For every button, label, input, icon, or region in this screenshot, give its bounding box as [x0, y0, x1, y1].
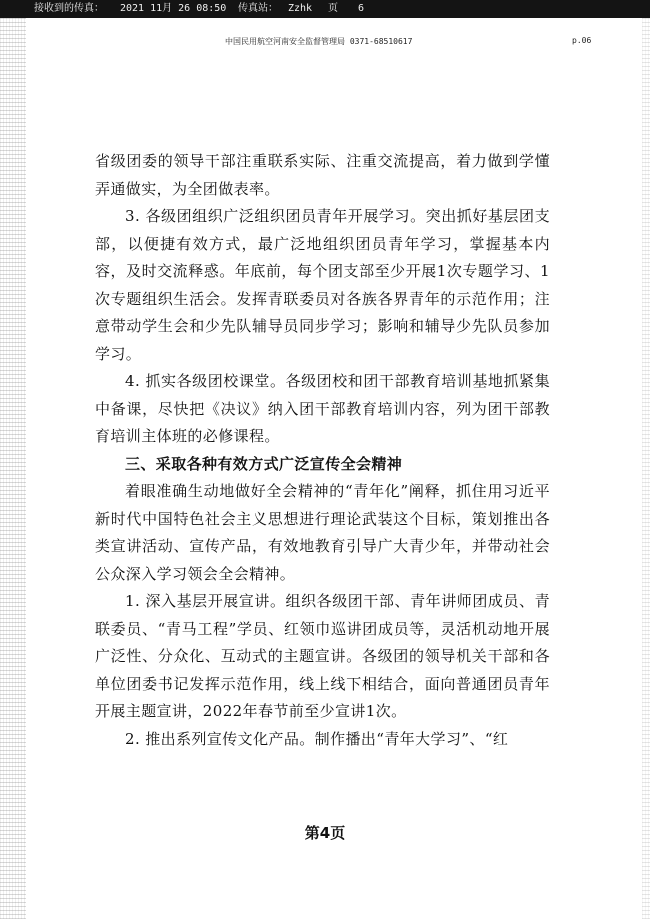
paragraph-item-1: 1. 深入基层开展宣讲。组织各级团干部、青年讲师团成员、青联委员、“青马工程”学员、红领巾巡讲团成员等，灵活机动地开展广泛性、分众化、互动式的主题宣讲。各级团的领导机关干部和各单位团委书记发挥示范作用，线上线下相结合，面向普通团员青年开展主题宣讲，2022年春节前至少宣讲1次。: [95, 592, 550, 720]
page-footer-number: 第4页: [304, 824, 346, 842]
fax-transmission-bar: [0, 0, 650, 18]
paragraph-continuation: 省级团委的领导干部注重联系实际、注重交流提高，着力做到学懂弄通做实，为全团做表率。: [95, 152, 550, 198]
paragraph-intro: 着眼准确生动地做好全会精神的“青年化”阐释，抓住用习近平新时代中国特色社会主义思想进行理论武装这个目标，策划推出各类宣讲活动、宣传产品，有效地教育引导广大青少年，并带动社会公众深入学习领会全会精神。: [95, 482, 550, 583]
fax-datetime: 2021 11月 26 08:50: [120, 3, 227, 14]
fax-sender-label: 传真站：: [238, 3, 278, 14]
fax-page-label: 页: [328, 3, 338, 14]
paragraph-item-2: 2. 推出系列宣传文化产品。制作播出“青年大学习”、“红: [125, 729, 509, 748]
paragraph-item-3: 3. 各级团组织广泛组织团员青年开展学习。突出抓好基层团支部，以便捷有效方式，最广泛地组织团员青年学习，掌握基本内容，及时交流释惑。年底前，每个团支部至少开展1次专题学习、1次专题组织生活会。发挥青联委员对各族各界青年的示范作用；注意带动学生会和少先队辅导员同步学习；影响和辅导少先队员参加学习。: [95, 207, 550, 363]
fax-page-number: 6: [358, 3, 365, 14]
scan-edge-noise-right: [642, 18, 650, 919]
fax-sender-id: Zzhk: [288, 3, 313, 14]
section-heading: 三、采取各种有效方式广泛宣传全会精神: [125, 454, 403, 473]
fax-received-label: 接收到的传真：: [34, 3, 104, 14]
paragraph-item-4: 4. 抓实各级团校课堂。各级团校和团干部教育培训基地抓紧集中备课，尽快把《决议》纳入团干部教育培训内容，列为团干部教育培训主体班的必修课程。: [95, 372, 550, 445]
document-body: [95, 148, 550, 753]
fax-header-page-code: p.06: [572, 36, 592, 45]
fax-header-sender: 中国民用航空河南安全监督管理局 0371-68510617: [225, 37, 413, 46]
scan-edge-noise-left: [0, 18, 26, 919]
